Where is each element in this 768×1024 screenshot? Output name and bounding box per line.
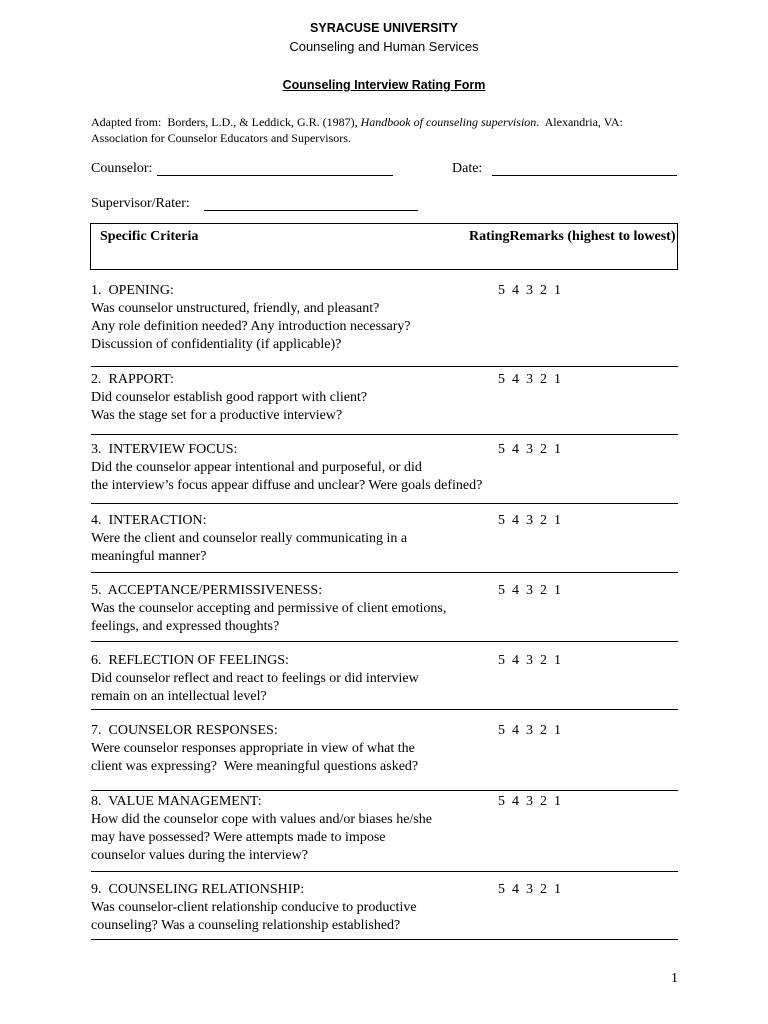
rating-scale: 5 4 3 2 1: [498, 882, 561, 897]
university-name: SYRACUSE UNIVERSITY: [310, 21, 458, 35]
rating-scale: 5 4 3 2 1: [498, 723, 561, 738]
criterion-question: counseling? Was a counseling relationship established?: [91, 918, 401, 933]
citation-suffix: . Alexandria, VA: Association for Counselor Educators and Supervisors.: [91, 115, 626, 145]
supervisor-rater-label: Supervisor/Rater:: [91, 196, 190, 211]
rating-scale: 5 4 3 2 1: [498, 653, 561, 668]
criterion-heading: 5. ACCEPTANCE/PERMISSIVENESS:: [91, 583, 323, 598]
criterion-item: [91, 282, 678, 367]
criterion-question: counselor values during the interview?: [91, 848, 308, 863]
page-number: 1: [671, 971, 678, 986]
date-label: Date:: [452, 161, 483, 176]
criterion-heading: 9. COUNSELING RELATIONSHIP:: [91, 882, 305, 897]
criterion-item: [91, 793, 678, 872]
rating-scale: 5 4 3 2 1: [498, 283, 561, 298]
counselor-label: Counselor:: [91, 161, 153, 176]
criterion-question: the interview’s focus appear diffuse and unclear? Were goals defined?: [91, 478, 483, 493]
criterion-item: [91, 881, 678, 940]
criterion-item: [91, 652, 678, 710]
criteria-header-box: [90, 223, 678, 270]
criterion-question: How did the counselor cope with values and/or biases he/she: [91, 812, 432, 827]
criterion-item: [91, 371, 678, 435]
rating-scale: 5 4 3 2 1: [498, 583, 561, 598]
criterion-question: client was expressing? Were meaningful questions asked?: [91, 759, 419, 774]
criterion-question: feelings, and expressed thoughts?: [91, 619, 280, 634]
rating-scale: 5 4 3 2 1: [498, 513, 561, 528]
criterion-heading: 4. INTERACTION:: [91, 513, 207, 528]
criterion-item: [91, 722, 678, 791]
criterion-item: [91, 512, 678, 573]
criterion-question: Were the client and counselor really communicating in a: [91, 531, 408, 546]
criterion-question: Was counselor-client relationship conducive to productive: [91, 900, 417, 915]
citation-prefix: Adapted from: Borders, L.D., & Leddick, G.R. (1987),: [91, 115, 361, 129]
criterion-question: Were counselor responses appropriate in view of what the: [91, 741, 415, 756]
criterion-question: Was the stage set for a productive interview?: [91, 408, 343, 423]
criterion-item: [91, 582, 678, 642]
criterion-question: Was the counselor accepting and permissive of client emotions,: [91, 601, 447, 616]
criterion-question: Discussion of confidentiality (if applicable)?: [91, 337, 342, 352]
criterion-question: may have possessed? Were attempts made to impose: [91, 830, 386, 845]
criterion-heading: 2. RAPPORT:: [91, 372, 174, 387]
criterion-question: Any role definition needed? Any introduction necessary?: [91, 319, 411, 334]
citation-book-title: Handbook of counseling supervision: [360, 115, 537, 129]
criterion-question: Did the counselor appear intentional and purposeful, or did: [91, 460, 422, 475]
criterion-heading: 7. COUNSELOR RESPONSES:: [91, 723, 278, 738]
department-name: Counseling and Human Services: [289, 39, 479, 54]
rating-scale: 5 4 3 2 1: [498, 442, 561, 457]
criterion-question: Did counselor establish good rapport with client?: [91, 390, 368, 405]
date-fill-line: [492, 175, 677, 176]
rating-scale: 5 4 3 2 1: [498, 372, 561, 387]
rating-remarks-column-label: RatingRemarks (highest to lowest): [469, 229, 676, 244]
criterion-question: Did counselor reflect and react to feelings or did interview: [91, 671, 419, 686]
criterion-question: meaningful manner?: [91, 549, 207, 564]
criterion-question: Was counselor unstructured, friendly, and pleasant?: [91, 301, 380, 316]
criterion-heading: 8. VALUE MANAGEMENT:: [91, 794, 262, 809]
counselor-fill-line: [157, 175, 393, 176]
criterion-item: [91, 441, 678, 504]
form-title: Counseling Interview Rating Form: [282, 78, 486, 92]
specific-criteria-column-label: Specific Criteria: [100, 229, 199, 244]
criterion-heading: 3. INTERVIEW FOCUS:: [91, 442, 238, 457]
criterion-heading: 1. OPENING:: [91, 283, 174, 298]
criterion-question: remain on an intellectual level?: [91, 689, 267, 704]
supervisor-rater-fill-line: [204, 210, 418, 211]
criterion-heading: 6. REFLECTION OF FEELINGS:: [91, 653, 289, 668]
rating-scale: 5 4 3 2 1: [498, 794, 561, 809]
citation: [91, 114, 681, 146]
